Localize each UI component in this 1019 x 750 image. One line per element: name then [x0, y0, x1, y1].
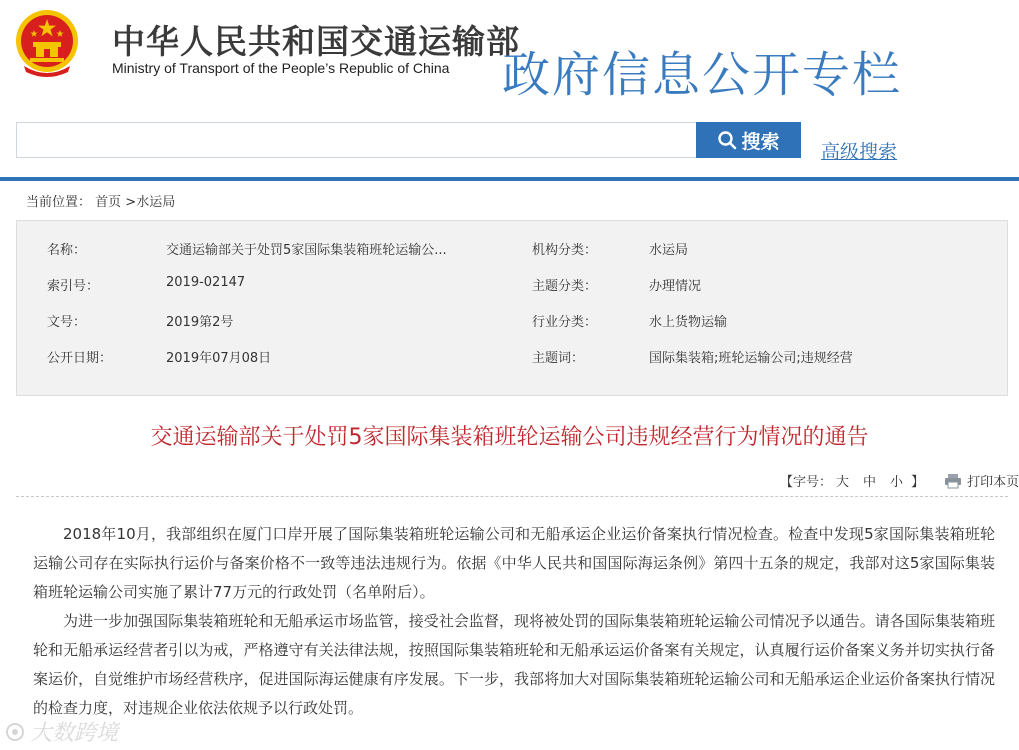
- info-name-value: 交通运输部关于处罚5家国际集装箱班轮运输公...: [166, 243, 447, 258]
- breadcrumb-home-link[interactable]: 首页: [95, 195, 122, 210]
- info-date-value: 2019年07月08日: [166, 351, 272, 366]
- body-paragraph: 2018年10月，我部组织在厦门口岸开展了国际集装箱班轮运输公司和无船承运企业运价备案执行情况检查。检查中发现5家国际集装箱班轮运输公司存在实际执行运价与备案价格不一致等违法违规行为。依据《中华人民共和国国际海运条例》第四十五条的规定，我部对这5家国际集装箱班轮运输公司实施了累计77万元的行政处罚（名单附后）。: [33, 525, 995, 601]
- info-industry-value: 水上货物运输: [649, 315, 728, 330]
- info-org-value: 水运局: [649, 243, 689, 258]
- print-page-label: 打印本页: [967, 475, 1019, 490]
- printer-icon: [944, 473, 962, 489]
- breadcrumb: [26, 191, 175, 210]
- font-size-medium-button[interactable]: 中: [863, 475, 877, 490]
- watermark-text: 大数跨境: [30, 721, 119, 746]
- search-button-label: 搜索: [741, 131, 780, 153]
- info-date-label: 公开日期：: [47, 351, 113, 366]
- info-name-label: 名称：: [47, 243, 87, 258]
- document-info-panel: [16, 220, 1008, 396]
- print-page-button[interactable]: [944, 471, 1019, 490]
- document-toolbar: [780, 471, 1019, 490]
- site-header: [0, 0, 1019, 178]
- font-size-label: 【字号：: [780, 475, 833, 490]
- watermark-logo-icon: [4, 721, 26, 743]
- breadcrumb-current-link[interactable]: 水运局: [136, 195, 176, 210]
- breadcrumb-prefix: 当前位置：: [26, 195, 92, 210]
- toolbar-divider: [16, 496, 1008, 497]
- search-input[interactable]: [16, 122, 696, 158]
- info-keyword-label: 主题词：: [532, 351, 585, 366]
- info-docno-label: 文号：: [47, 315, 87, 330]
- info-keyword-value: 国际集装箱;班轮运输公司;违规经营: [649, 351, 853, 366]
- font-size-large-button[interactable]: 大: [836, 475, 850, 490]
- search-icon: [717, 130, 737, 150]
- search-button[interactable]: [696, 122, 801, 158]
- document-title: 交通运输部关于处罚5家国际集装箱班轮运输公司违规经营行为情况的通告: [150, 425, 869, 450]
- national-emblem-icon: [14, 8, 80, 78]
- info-org-label: 机构分类：: [532, 243, 598, 258]
- document-body: [33, 520, 995, 723]
- body-paragraph: 为进一步加强国际集装箱班轮和无船承运市场监管，接受社会监督，现将被处罚的国际集装箱班轮运输公司情况予以通告。请各国际集装箱班轮和无船承运经营者引以为戒，严格遵守有关法律法规，按照国际集装箱班轮和无船承运运价备案有关规定，认真履行运价备案义务并切实执行备案运价，自觉维护市场经营秩序，促进国际海运健康有序发展。下一步，我部将加大对国际集装箱班轮运输公司和无船承运企业运价备案执行情况的检查力度，对违规企业依法依规予以行政处罚。: [33, 612, 995, 717]
- font-size-small-button[interactable]: 小: [890, 475, 904, 490]
- info-industry-label: 行业分类：: [532, 315, 598, 330]
- info-docno-value: 2019第2号: [166, 315, 234, 330]
- info-index-value: 2019-02147: [166, 275, 246, 290]
- breadcrumb-separator: >: [121, 195, 137, 210]
- watermark: [4, 716, 118, 747]
- info-topic-label: 主题分类：: [532, 279, 598, 294]
- font-size-close-bracket: 】: [911, 475, 925, 490]
- advanced-search-link[interactable]: 高级搜索: [821, 141, 898, 163]
- header-divider: [0, 177, 1019, 181]
- section-title: 政府信息公开专栏: [502, 47, 903, 103]
- ministry-name-cn: 中华人民共和国交通运输部: [112, 22, 520, 61]
- info-index-label: 索引号：: [47, 279, 100, 294]
- info-topic-value: 办理情况: [649, 279, 702, 294]
- ministry-name-en: Ministry of Transport of the People’s Republic of China: [112, 60, 450, 76]
